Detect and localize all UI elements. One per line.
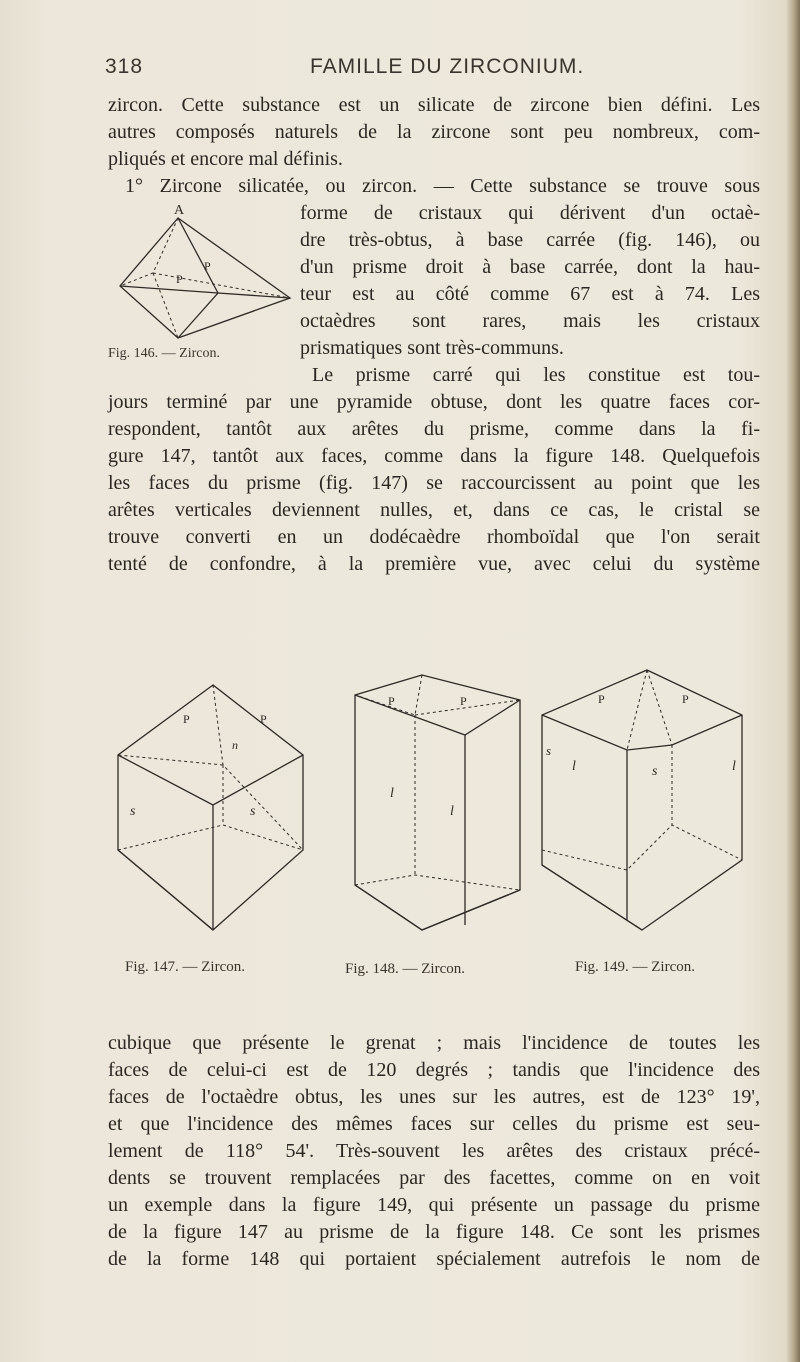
running-header — [105, 55, 765, 85]
fig149-label-s1: s — [546, 743, 552, 758]
fig148-label-p1: P — [388, 694, 395, 708]
page-number: 318 — [105, 55, 144, 78]
fig149-label-l1: l — [572, 759, 576, 774]
fig148-label-l2: l — [450, 804, 454, 819]
fig149-label-l2: l — [732, 759, 736, 774]
fig147-label-s1: s — [130, 804, 136, 819]
text-line: tenté de confondre, à la première vue, avec celui du système — [108, 553, 760, 575]
text-line: les faces du prisme (fig. 147) se raccourcissent au point que les — [108, 472, 760, 494]
figure-148-crystal — [330, 645, 530, 940]
text-line: dents se trouvent remplacées par des facettes, comme on en voit — [108, 1167, 760, 1189]
fig146-caption: Fig. 146. — Zircon. — [108, 346, 220, 361]
figure-146-octahedron — [108, 198, 298, 356]
text-line: de la forme 148 qui portaient spécialement autrefois le nom de — [108, 1248, 760, 1270]
text-line: d'un prisme droit à base carrée, dont la hau- — [300, 256, 760, 278]
fig148-label-p2: P — [460, 694, 467, 708]
text-line: pliqués et encore mal définis. — [108, 148, 343, 170]
fig149-caption: Fig. 149. — Zircon. — [575, 959, 695, 975]
fig147-caption: Fig. 147. — Zircon. — [125, 959, 245, 975]
fig149-label-p2: P — [682, 692, 689, 706]
text-line: cubique que présente le grenat ; mais l'incidence de toutes les — [108, 1032, 760, 1054]
fig147-label-n: n — [232, 738, 238, 752]
text-line: autres composés naturels de la zircone sont peu nombreux, com- — [108, 121, 760, 143]
text-line: trouve converti en un dodécaèdre rhomboïdal que l'on serait — [108, 526, 760, 548]
fig147-label-p1: P — [183, 712, 190, 726]
text-line: de la figure 147 au prisme de la figure 148. Ce sont les prismes — [108, 1221, 760, 1243]
figure-147-crystal — [108, 645, 313, 940]
text-line: Le prisme carré qui les constitue est tou- — [312, 364, 760, 386]
text-line: prismatiques sont très-communs. — [300, 337, 564, 359]
text-line: respondent, tantôt aux arêtes du prisme, comme dans la fi- — [108, 418, 760, 440]
fig148-label-l1: l — [390, 786, 394, 801]
text-line: gure 147, tantôt aux faces, comme dans la figure 148. Quelquefois — [108, 445, 760, 467]
text-line: et que l'incidence des mêmes faces sur celles du prisme est seu- — [108, 1113, 760, 1135]
text-line: lement de 118° 54'. Très-souvent les arêtes des cristaux précé- — [108, 1140, 760, 1162]
text-line: jours terminé par une pyramide obtuse, dont les quatre faces cor- — [108, 391, 760, 413]
text-line: faces de l'octaèdre obtus, les unes sur les autres, est de 123° 19', — [108, 1086, 760, 1108]
text-line: octaèdres sont rares, mais les cristaux — [300, 310, 760, 332]
text-line: teur est au côté comme 67 est à 74. Les — [300, 283, 760, 305]
fig146-label-a: A — [174, 203, 185, 218]
text-line: faces de celui-ci est de 120 degrés ; tandis que l'incidence des — [108, 1059, 760, 1081]
fig146-label-p2: P — [176, 272, 183, 286]
fig149-label-s2: s — [652, 764, 658, 779]
fig149-label-p1: P — [598, 692, 605, 706]
text-line: zircon. Cette substance est un silicate de zircone bien défini. Les — [108, 94, 760, 116]
text-line: un exemple dans la figure 149, qui présente un passage du prisme — [108, 1194, 760, 1216]
fig146-label-p1: P — [204, 259, 211, 273]
text-line: forme de cristaux qui dérivent d'un octaè- — [300, 202, 760, 224]
fig147-label-p2: P — [260, 712, 267, 726]
text-line: dre très-obtus, à base carrée (fig. 146), ou — [300, 229, 760, 251]
figure-149-crystal — [532, 645, 752, 940]
running-title: FAMILLE DU ZIRCONIUM. — [310, 55, 585, 78]
text-line: arêtes verticales deviennent nulles, et, dans ce cas, le cristal se — [108, 499, 760, 521]
fig148-caption: Fig. 148. — Zircon. — [345, 961, 465, 977]
page-edge-shadow — [786, 0, 800, 1362]
fig147-label-s2: s — [250, 804, 256, 819]
text-line: 1° Zircone silicatée, ou zircon. — Cette substance se trouve sous — [125, 175, 760, 197]
